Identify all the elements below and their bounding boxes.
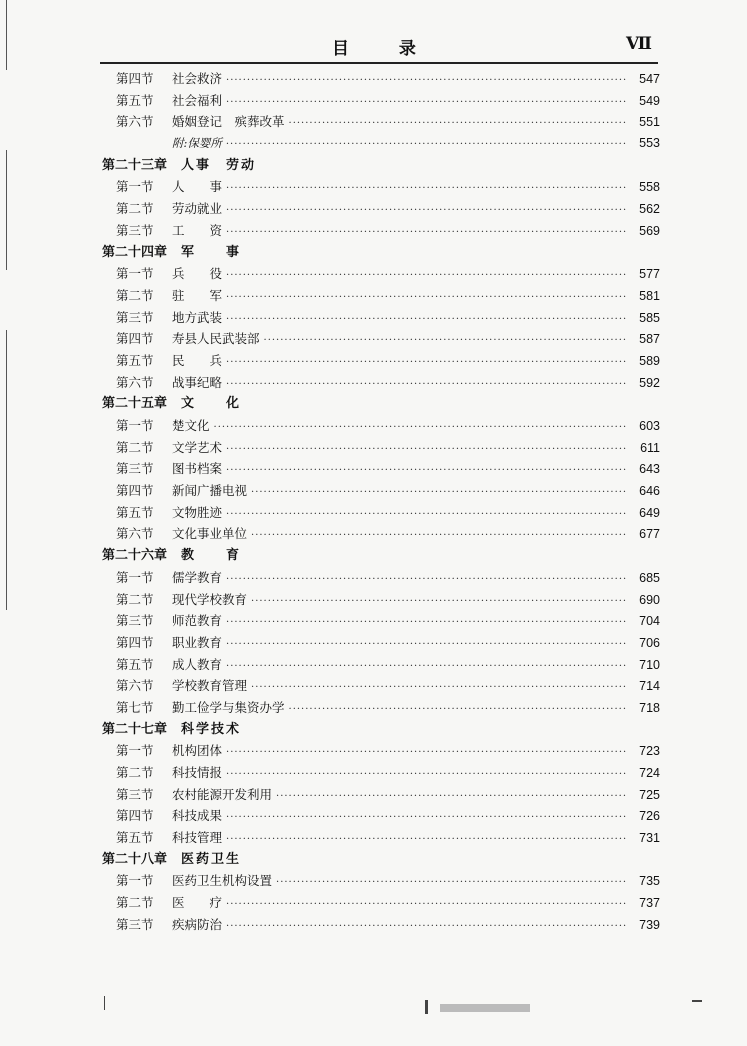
- scan-footer-mark: [440, 1004, 530, 1012]
- page-number-ref: 611: [640, 440, 660, 455]
- toc-section: [100, 740, 660, 762]
- toc-section: [100, 654, 660, 676]
- toc-section: [100, 415, 660, 437]
- section-title: 战事纪略: [172, 374, 223, 390]
- dot-leader: [226, 265, 626, 287]
- scan-footer-mark: [425, 1000, 428, 1014]
- toc-section: [100, 827, 660, 849]
- page-number-ref: 710: [639, 657, 660, 672]
- dot-leader: [226, 916, 626, 938]
- section-title: 现代学校教育: [172, 591, 248, 607]
- section-title: 科技情报: [172, 765, 223, 780]
- dot-leader: [226, 569, 626, 591]
- section-title: 寿县人民武装部: [172, 331, 260, 347]
- dot-leader: [226, 200, 626, 222]
- dot-leader: [214, 417, 626, 439]
- table-of-contents: [100, 68, 660, 936]
- page-number-ref: 569: [639, 223, 660, 238]
- chapter-title: 教 育: [181, 548, 242, 564]
- toc-section: [100, 198, 660, 220]
- section-title: 医药卫生机构设置: [172, 873, 273, 889]
- section-title: 兵 役: [172, 266, 223, 282]
- page-number: Ⅶ: [626, 34, 652, 54]
- dot-leader: [276, 872, 626, 894]
- dot-leader: [289, 113, 626, 135]
- dot-leader: [226, 439, 626, 461]
- section-number: 第一节: [116, 743, 154, 759]
- dot-leader: [226, 222, 626, 244]
- page-number-ref: 551: [639, 115, 660, 130]
- section-title: 学校教育管理: [172, 678, 248, 694]
- page-number-ref: 685: [639, 570, 660, 585]
- page-number-ref: 646: [639, 484, 660, 499]
- page-number-ref: 706: [639, 635, 660, 650]
- page-number-ref: 726: [639, 809, 660, 824]
- page-number-ref: 649: [639, 505, 660, 520]
- toc-section: [100, 762, 660, 784]
- dot-leader: [264, 330, 626, 352]
- toc-chapter: [100, 393, 660, 415]
- section-number: 第一节: [116, 418, 154, 433]
- section-number: 第二节: [116, 287, 154, 303]
- section-number: 第三节: [116, 916, 154, 932]
- section-title: 勤工俭学与集资办学: [172, 699, 285, 715]
- section-title: 成人教育: [172, 656, 223, 672]
- dot-leader: [226, 178, 626, 200]
- section-title: 工 资: [172, 222, 223, 238]
- section-number: 第五节: [116, 830, 154, 846]
- page-number-ref: 549: [639, 93, 660, 108]
- dot-leader: [251, 525, 626, 547]
- toc-appendix: [100, 133, 660, 155]
- section-number: 第五节: [116, 504, 154, 520]
- section-number: 第三节: [116, 461, 154, 477]
- toc-section: [100, 285, 660, 307]
- dot-leader: [251, 677, 626, 699]
- dot-leader: [226, 829, 626, 851]
- scan-edge-mark: [6, 150, 7, 270]
- toc-section: [100, 480, 660, 502]
- section-number: 第二节: [116, 895, 154, 911]
- toc-section: [100, 914, 660, 936]
- toc-section: [100, 784, 660, 806]
- section-title: 驻 军: [172, 287, 223, 303]
- page-number-ref: 585: [639, 310, 660, 325]
- page-number-ref: 724: [639, 766, 660, 780]
- dot-leader: [226, 134, 626, 156]
- toc-section: [100, 90, 660, 112]
- section-title: 人 事: [172, 179, 223, 195]
- chapter-number: 第二十八章: [102, 851, 168, 867]
- section-number: 第五节: [116, 352, 154, 368]
- scan-edge-mark: [6, 330, 7, 610]
- section-title: 职业教育: [172, 634, 223, 650]
- section-title: 农村能源开发利用: [172, 786, 273, 802]
- page-number-ref: 587: [639, 332, 660, 347]
- toc-section: [100, 111, 660, 133]
- section-number: 第六节: [116, 526, 154, 542]
- chapter-number: 第二十六章: [102, 548, 168, 564]
- chapter-number: 第二十五章: [102, 396, 168, 412]
- toc-section: [100, 567, 660, 589]
- toc-section: [100, 632, 660, 654]
- page-number-ref: 690: [639, 592, 660, 607]
- section-title: 师范教育: [172, 613, 223, 629]
- toc-chapter: [100, 155, 660, 177]
- page-number-ref: 558: [639, 180, 660, 195]
- dot-leader: [226, 287, 626, 309]
- chapter-title: 科学技术: [181, 721, 242, 737]
- section-title: 机构团体: [172, 743, 223, 759]
- section-number: 第二节: [116, 201, 154, 217]
- section-title: 新闻广播电视: [172, 483, 248, 499]
- toc-section: [100, 328, 660, 350]
- section-number: 第六节: [116, 114, 154, 130]
- page-number-ref: 581: [639, 288, 660, 303]
- dot-leader: [226, 92, 626, 114]
- page-number-ref: 725: [639, 787, 660, 802]
- dot-leader: [226, 742, 626, 764]
- section-title: 文学艺术: [172, 439, 223, 455]
- dot-leader: [226, 656, 626, 678]
- scan-footer-mark: [104, 996, 105, 1010]
- section-title: 图书档案: [172, 461, 223, 477]
- section-number: 第三节: [116, 309, 154, 325]
- section-title: 楚文化: [172, 418, 210, 433]
- scan-edge-mark: [6, 0, 7, 70]
- section-title: 科技管理: [172, 830, 223, 846]
- toc-section: [100, 68, 660, 90]
- dot-leader: [226, 634, 626, 656]
- toc-section: [100, 610, 660, 632]
- page-number-ref: 562: [639, 202, 660, 217]
- section-number: 第三节: [116, 222, 154, 238]
- section-title: 民 兵: [172, 352, 223, 368]
- section-title: 文物胜迹: [172, 504, 223, 520]
- section-number: 第二节: [116, 591, 154, 607]
- page-number-ref: 643: [639, 462, 660, 477]
- page-number-ref: 577: [639, 267, 660, 282]
- section-number: 第二节: [116, 439, 154, 455]
- page-number-ref: 553: [639, 136, 660, 151]
- chapter-number: 第二十三章: [102, 157, 168, 173]
- chapter-title: 人事 劳动: [181, 157, 257, 173]
- toc-section: [100, 502, 660, 524]
- scan-footer-mark: [692, 1000, 702, 1002]
- page-number-ref: 704: [639, 614, 660, 629]
- section-title: 地方武装: [172, 309, 223, 325]
- section-title: 劳动就业: [172, 201, 223, 217]
- dot-leader: [276, 786, 626, 808]
- page-title: 目 录: [332, 39, 438, 59]
- page-number-ref: 547: [639, 72, 660, 86]
- section-number: 第二节: [116, 765, 154, 780]
- dot-leader: [226, 504, 626, 526]
- chapter-title: 医药卫生: [181, 851, 242, 867]
- dot-leader: [226, 309, 626, 331]
- toc-section: [100, 589, 660, 611]
- toc-section: [100, 870, 660, 892]
- toc-section: [100, 372, 660, 394]
- section-title: 附:保婴所: [172, 136, 222, 151]
- page-number-ref: 718: [639, 700, 660, 715]
- section-number: 第四节: [116, 483, 154, 499]
- section-title: 婚姻登记 殡葬改革: [172, 114, 285, 130]
- page-number-ref: 589: [639, 353, 660, 368]
- dot-leader: [251, 591, 626, 613]
- page-number-ref: 677: [639, 527, 660, 542]
- toc-section: [100, 458, 660, 480]
- dot-leader: [226, 764, 626, 786]
- toc-section: [100, 523, 660, 545]
- section-number: 第一节: [116, 569, 154, 585]
- section-number: 第一节: [116, 179, 154, 195]
- dot-leader: [226, 352, 626, 374]
- page-number-ref: 592: [639, 375, 660, 390]
- header-rule: [100, 62, 658, 64]
- chapter-number: 第二十七章: [102, 721, 168, 737]
- section-title: 科技成果: [172, 808, 223, 824]
- chapter-title: 文 化: [181, 396, 242, 412]
- section-title: 医 疗: [172, 895, 223, 911]
- toc-chapter: [100, 849, 660, 871]
- section-number: 第七节: [116, 699, 154, 715]
- dot-leader: [226, 374, 626, 396]
- chapter-number: 第二十四章: [102, 244, 168, 260]
- dot-leader: [289, 699, 626, 721]
- section-number: 第五节: [116, 656, 154, 672]
- section-title: 社会救济: [172, 71, 223, 86]
- dot-leader: [226, 460, 626, 482]
- toc-section: [100, 350, 660, 372]
- dot-leader: [226, 612, 626, 634]
- section-number: 第四节: [116, 71, 154, 86]
- page-number-ref: 714: [639, 679, 660, 694]
- page-number-ref: 735: [639, 874, 660, 889]
- section-number: 第四节: [116, 808, 154, 824]
- section-number: 第六节: [116, 678, 154, 694]
- page-number-ref: 739: [639, 917, 660, 932]
- toc-section: [100, 675, 660, 697]
- section-title: 儒学教育: [172, 569, 223, 585]
- section-number: 第三节: [116, 613, 154, 629]
- section-title: 社会福利: [172, 92, 223, 108]
- section-number: 第四节: [116, 331, 154, 347]
- dot-leader: [251, 482, 626, 504]
- toc-section: [100, 805, 660, 827]
- section-number: 第一节: [116, 266, 154, 282]
- toc-section: [100, 437, 660, 459]
- chapter-title: 军 事: [181, 244, 242, 260]
- toc-section: [100, 176, 660, 198]
- page-number-ref: 737: [639, 896, 660, 911]
- dot-leader: [226, 807, 626, 829]
- toc-section: [100, 892, 660, 914]
- section-number: 第四节: [116, 634, 154, 650]
- toc-chapter: [100, 242, 660, 264]
- page-number-ref: 723: [639, 744, 660, 759]
- page-number-ref: 603: [639, 419, 660, 433]
- section-number: 第一节: [116, 873, 154, 889]
- section-number: 第三节: [116, 786, 154, 802]
- toc-section: [100, 220, 660, 242]
- toc-chapter: [100, 719, 660, 741]
- toc-section: [100, 307, 660, 329]
- toc-section: [100, 697, 660, 719]
- dot-leader: [226, 894, 626, 916]
- dot-leader: [226, 70, 626, 92]
- toc-chapter: [100, 545, 660, 567]
- section-number: 第五节: [116, 92, 154, 108]
- section-title: 文化事业单位: [172, 526, 248, 542]
- section-title: 疾病防治: [172, 916, 223, 932]
- toc-section: [100, 263, 660, 285]
- page-number-ref: 731: [639, 831, 660, 846]
- section-number: 第六节: [116, 374, 154, 390]
